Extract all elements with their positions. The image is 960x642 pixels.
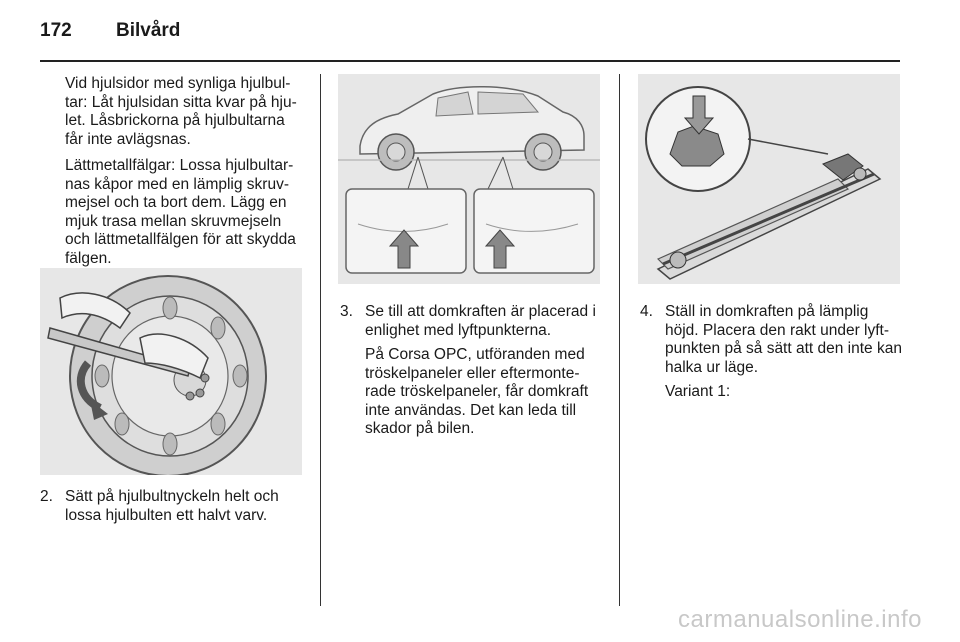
step-3	[340, 303, 610, 447]
jack-illustration	[638, 74, 900, 284]
text-line: tar: Låt hjulsidan sitta kvar på hju-	[65, 93, 297, 111]
text-line: Ställ in domkraften på lämplig	[665, 303, 869, 320]
text-line: nas kåpor med en lämplig skruv-	[65, 175, 289, 193]
column-divider	[619, 74, 620, 606]
text-line: På Corsa OPC, utföranden med	[365, 346, 585, 363]
car-lift-points-illustration	[338, 74, 600, 284]
text-line: lossa hjulbulten ett halvt varv.	[65, 506, 268, 524]
paragraph-alloy-rims	[65, 157, 310, 268]
page-number: 172	[40, 20, 72, 41]
text-line: Sätt på hjulbultnyckeln helt och	[65, 488, 279, 505]
text-line: får inte avlägsnas.	[65, 130, 191, 148]
column-1-text	[65, 75, 310, 276]
list-item	[340, 303, 610, 439]
paragraph-wheel-covers	[65, 75, 310, 149]
step-number: 4.	[640, 303, 653, 320]
text-line: fälgen.	[65, 249, 112, 267]
header-rule	[40, 60, 900, 62]
text-line: tröskelpaneler eller eftermonte-	[365, 364, 580, 382]
page-title: Bilvård	[116, 20, 181, 41]
paragraph-opc-warning	[365, 346, 610, 439]
step-number: 3.	[340, 303, 353, 320]
text-line: skador på bilen.	[365, 420, 475, 437]
step-2	[40, 488, 310, 525]
text-line: och lättmetallfälgen för att skydda	[65, 231, 296, 248]
text-line: punkten på så sätt att den inte kan	[665, 340, 902, 357]
watermark: carmanualsonline.info	[678, 606, 922, 633]
column-divider	[320, 74, 321, 606]
page-header	[0, 0, 960, 60]
list-item	[40, 488, 310, 525]
list-item	[640, 303, 902, 402]
text-line: rade tröskelpaneler, får domkraft	[365, 383, 589, 400]
text-line: mjuk trasa mellan skruvmejseln	[65, 212, 282, 230]
text-line: mejsel och ta bort dem. Lägg en	[65, 194, 287, 211]
text-line: enlighet med lyftpunkterna.	[365, 321, 552, 339]
variant-label: Variant 1:	[665, 383, 731, 400]
text-line: Lättmetallfälgar: Lossa hjulbultar-	[65, 157, 294, 174]
text-line: Vid hjulsidor med synliga hjulbul-	[65, 75, 291, 92]
text-line: Se till att domkraften är placerad i	[365, 303, 596, 320]
text-line: höjd. Placera den rakt under lyft-	[665, 321, 890, 339]
text-line: let. Låsbrickorna på hjulbultarna	[65, 112, 285, 129]
step-number: 2.	[40, 488, 53, 505]
step-4	[640, 303, 902, 410]
text-line: inte användas. Det kan leda till	[365, 401, 577, 419]
text-line: halka ur läge.	[665, 358, 759, 376]
wheel-wrench-illustration	[40, 268, 302, 475]
